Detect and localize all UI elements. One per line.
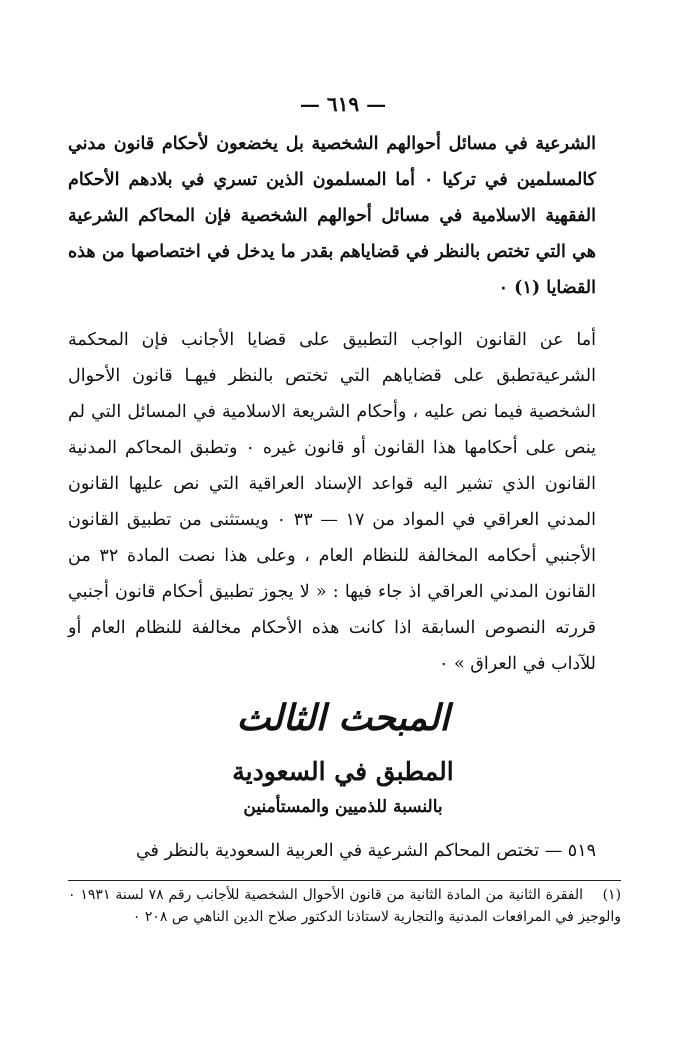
body-text <box>68 126 596 682</box>
paragraph-2: أما عن القانون الواجب التطبيق على قضايا الأجانب فإن المحكمة الشرعيةتطبق على قضاياهم التي تختص بالنظر فيهـا قانون الأحوال الشخصية فيما نص عليه ، وأحكام الشريعة الاسلامية في المسائل التي لم ينص على أحكامها هذا القانون أو قانون غيره ٠ وتطبق المحاكم المدنية القانون الذي تشير اليه قواعد الإسناد العراقية التي نص عليها القانون المدني العراقي في المواد من ١٧ — ٣٣ ٠ ويستثنى من تطبيق القانون الأجنبي أحكامه المخالفة للنظام العام ، وعلى هذا نصت المادة ٣٢ من القانون المدني العراقي اذ جاء فيها : « لا يجوز تطبيق أحكام قانون أجنبي قررته النصوص السابقة اذا كانت هذه الأحكام مخالفة للنظام العام أو للآداب في العراق » ٠ <box>68 330 596 674</box>
section-ornament-heading: المبحث الثالث <box>236 697 450 739</box>
section-title: المطبق في السعودية <box>232 757 454 786</box>
footnote <box>68 884 621 928</box>
paragraph-1: الشرعية في مسائل أحوالهم الشخصية بل يخضعون لأحكام قانون مدني كالمسلمين في تركيا ٠ أما المسلمون الذين تسري في بلادهم الأحكام الفقهية الاسلامية في مسائل أحوالهم الشخصية فإن المحاكم الشرعية هي التي تختص بالنظر في قضاياهم بقدر ما يدخل في اختصاصها من هذه القضايا (١) ٠ <box>68 134 597 298</box>
paragraph-519: ٥١٩ — تختص المحاكم الشرعية في العربية السعودية بالنظر في <box>135 841 596 861</box>
page-number: — ٦١٩ — <box>299 92 387 116</box>
footnote-divider <box>68 880 621 881</box>
footnote-text: الفقرة الثانية من المادة الثانية من قانون الأحوال الشخصية للأجانب رقم ٧٨ لسنة ١٩٣١ ٠ والوجيز في المرافعات المدنية والتجارية لاستاذنا الدكتور صلاح الدين الناهي ص ٢٠٨ ٠ <box>68 887 621 925</box>
section-heading <box>0 694 686 820</box>
footnote-marker: (١) <box>602 887 622 903</box>
section-subtitle: بالنسبة للذميين والمستأمنين <box>243 797 443 817</box>
